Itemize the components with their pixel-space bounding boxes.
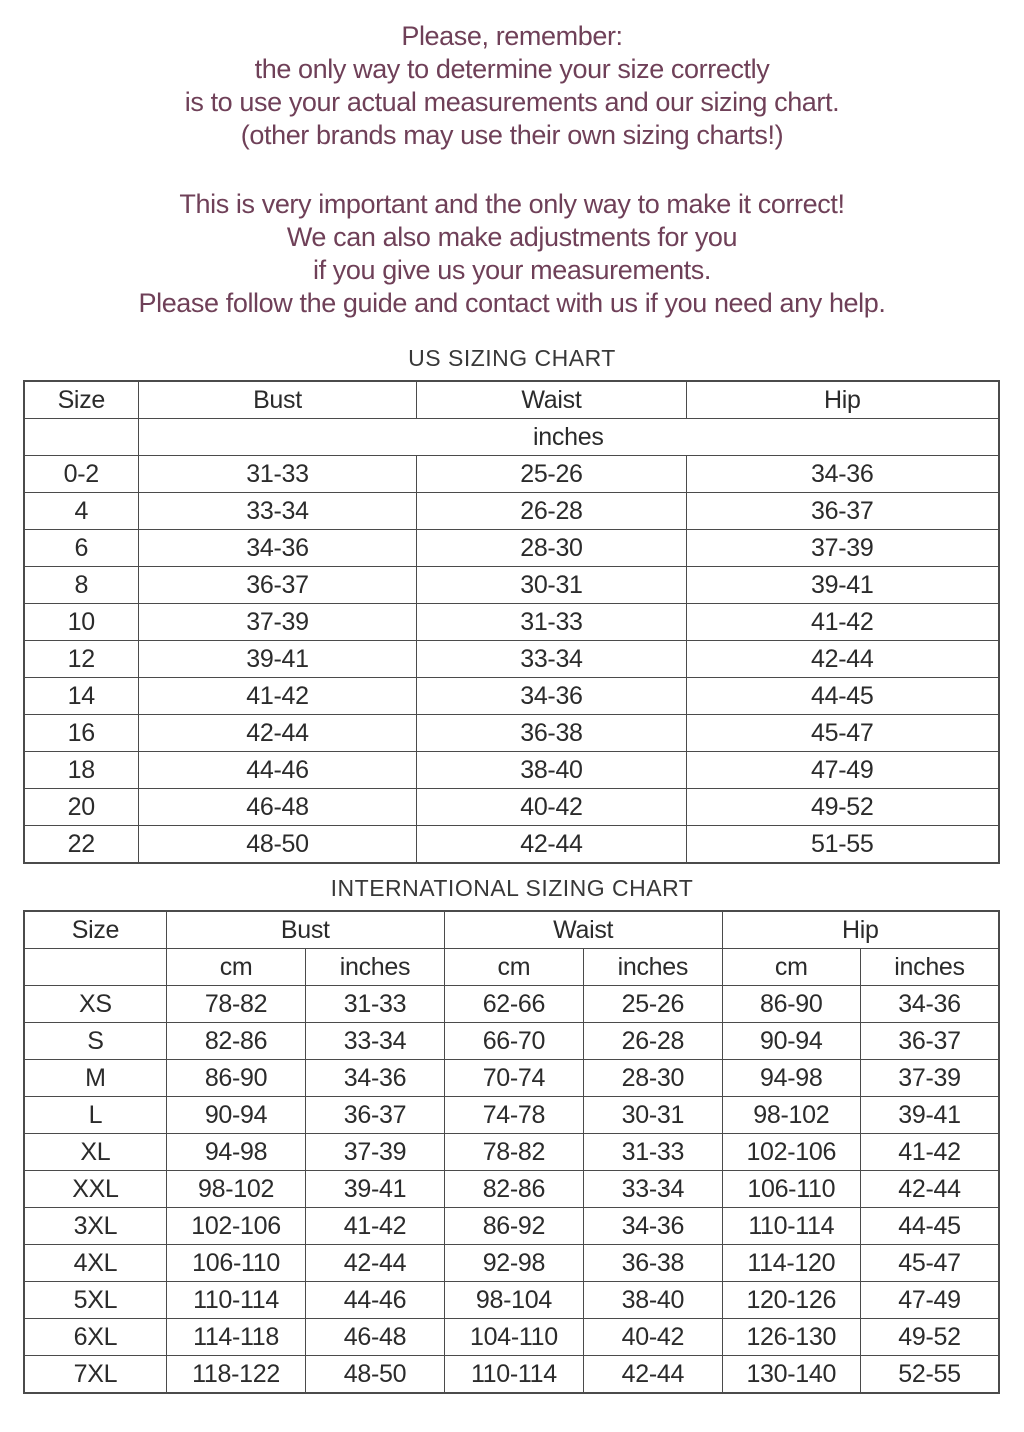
table-row [24,715,999,752]
measurement-cell: 48-50 [138,826,417,864]
measurement-cell: 106-110 [166,1245,305,1282]
intro-text [0,0,1024,320]
measurement-cell: 31-33 [584,1134,722,1171]
unit-label: cm [166,949,305,986]
size-cell: 3XL [24,1208,166,1245]
measurement-cell: 102-106 [166,1208,305,1245]
measurement-cell: 110-114 [722,1208,860,1245]
size-cell: 16 [24,715,138,752]
table-row [24,1245,999,1282]
measurement-cell: 114-120 [722,1245,860,1282]
column-header-size: Size [24,381,138,419]
intro-line: (other brands may use their own sizing charts!) [240,120,784,150]
column-header-waist: Waist [444,911,722,949]
table-row [24,1319,999,1356]
table-row [24,493,999,530]
measurement-cell: 48-50 [306,1356,444,1394]
measurement-cell: 78-82 [166,986,305,1023]
measurement-cell: 36-37 [138,567,417,604]
measurement-cell: 25-26 [584,986,722,1023]
measurement-cell: 49-52 [861,1319,1000,1356]
measurement-cell: 86-92 [444,1208,583,1245]
size-cell: XXL [24,1171,166,1208]
measurement-cell: 30-31 [584,1097,722,1134]
measurement-cell: 34-36 [138,530,417,567]
measurement-cell: 26-28 [584,1023,722,1060]
measurement-cell: 98-102 [166,1171,305,1208]
measurement-cell: 39-41 [686,567,999,604]
intro-line: is to use your actual measurements and our sizing chart. [184,87,840,117]
size-cell: 8 [24,567,138,604]
measurement-cell: 110-114 [166,1282,305,1319]
measurement-cell: 94-98 [166,1134,305,1171]
international-chart-title: INTERNATIONAL SIZING CHART [330,875,694,901]
table-row [24,789,999,826]
measurement-cell: 82-86 [166,1023,305,1060]
size-cell: 4 [24,493,138,530]
measurement-cell: 104-110 [444,1319,583,1356]
measurement-cell: 36-37 [686,493,999,530]
size-cell: 12 [24,641,138,678]
size-cell: 5XL [24,1282,166,1319]
table-row [24,1208,999,1245]
measurement-cell: 26-28 [417,493,686,530]
column-header-hip: Hip [686,381,999,419]
international-table-body [24,986,999,1394]
size-cell: 0-2 [24,456,138,493]
size-cell: 4XL [24,1245,166,1282]
size-cell: 14 [24,678,138,715]
header-row [24,381,999,419]
measurement-cell: 110-114 [444,1356,583,1394]
measurement-cell: 34-36 [306,1060,444,1097]
intro-line: if you give us your measurements. [313,255,711,285]
measurement-cell: 39-41 [306,1171,444,1208]
measurement-cell: 38-40 [417,752,686,789]
column-header-waist: Waist [417,381,686,419]
measurement-cell: 70-74 [444,1060,583,1097]
size-cell: 10 [24,604,138,641]
table-row [24,604,999,641]
table-row [24,1282,999,1319]
column-header-size: Size [24,911,166,949]
column-header-hip: Hip [722,911,999,949]
measurement-cell: 51-55 [686,826,999,864]
measurement-cell: 98-104 [444,1282,583,1319]
intro-line: Please, remember: [401,21,623,51]
measurement-cell: 33-34 [306,1023,444,1060]
table-row [24,1023,999,1060]
measurement-cell: 33-34 [417,641,686,678]
measurement-cell: 31-33 [138,456,417,493]
intro-line: We can also make adjustments for you [286,222,738,252]
measurement-cell: 37-39 [686,530,999,567]
measurement-cell: 42-44 [138,715,417,752]
table-row [24,456,999,493]
measurement-cell: 41-42 [861,1134,1000,1171]
measurement-cell: 40-42 [417,789,686,826]
measurement-cell: 114-118 [166,1319,305,1356]
intro-paragraph-1 [0,20,1024,152]
measurement-cell: 42-44 [306,1245,444,1282]
unit-label: inches [584,949,722,986]
measurement-cell: 28-30 [417,530,686,567]
measurement-cell: 66-70 [444,1023,583,1060]
empty-cell [24,419,138,456]
table-row [24,530,999,567]
measurement-cell: 45-47 [861,1245,1000,1282]
unit-label: cm [722,949,860,986]
measurement-cell: 126-130 [722,1319,860,1356]
measurement-cell: 62-66 [444,986,583,1023]
table-row [24,1134,999,1171]
measurement-cell: 39-41 [861,1097,1000,1134]
measurement-cell: 44-45 [861,1208,1000,1245]
size-cell: 6XL [24,1319,166,1356]
table-row [24,1356,999,1394]
measurement-cell: 90-94 [722,1023,860,1060]
size-cell: L [24,1097,166,1134]
measurement-cell: 102-106 [722,1134,860,1171]
measurement-cell: 33-34 [138,493,417,530]
size-cell: 20 [24,789,138,826]
measurement-cell: 49-52 [686,789,999,826]
table-row [24,1171,999,1208]
intro-line: Please follow the guide and contact with us if you need any help. [138,288,886,318]
measurement-cell: 106-110 [722,1171,860,1208]
size-cell: M [24,1060,166,1097]
measurement-cell: 42-44 [861,1171,1000,1208]
table-row [24,1097,999,1134]
table-row [24,1060,999,1097]
size-cell: S [24,1023,166,1060]
measurement-cell: 25-26 [417,456,686,493]
measurement-cell: 44-46 [306,1282,444,1319]
empty-cell [24,949,166,986]
measurement-cell: 31-33 [306,986,444,1023]
measurement-cell: 41-42 [138,678,417,715]
measurement-cell: 82-86 [444,1171,583,1208]
measurement-cell: 37-39 [306,1134,444,1171]
measurement-cell: 42-44 [417,826,686,864]
unit-label: inches [861,949,1000,986]
measurement-cell: 46-48 [138,789,417,826]
measurement-cell: 36-38 [417,715,686,752]
unit-row [24,949,999,986]
measurement-cell: 33-34 [584,1171,722,1208]
measurement-cell: 41-42 [686,604,999,641]
table-row [24,826,999,864]
international-sizing-table [23,910,1000,1394]
measurement-cell: 94-98 [722,1060,860,1097]
size-cell: 6 [24,530,138,567]
measurement-cell: 37-39 [861,1060,1000,1097]
measurement-cell: 118-122 [166,1356,305,1394]
measurement-cell: 45-47 [686,715,999,752]
measurement-cell: 38-40 [584,1282,722,1319]
measurement-cell: 46-48 [306,1319,444,1356]
table-row [24,567,999,604]
us-sizing-table [23,380,1000,864]
column-header-bust: Bust [138,381,417,419]
measurement-cell: 120-126 [722,1282,860,1319]
table-row [24,752,999,789]
size-cell: XL [24,1134,166,1171]
measurement-cell: 47-49 [686,752,999,789]
measurement-cell: 78-82 [444,1134,583,1171]
header-row [24,911,999,949]
size-cell: XS [24,986,166,1023]
measurement-cell: 37-39 [138,604,417,641]
size-cell: 18 [24,752,138,789]
measurement-cell: 34-36 [584,1208,722,1245]
measurement-cell: 92-98 [444,1245,583,1282]
measurement-cell: 86-90 [166,1060,305,1097]
measurement-cell: 36-37 [861,1023,1000,1060]
measurement-cell: 42-44 [584,1356,722,1394]
measurement-cell: 44-45 [686,678,999,715]
measurement-cell: 44-46 [138,752,417,789]
unit-label: inches [138,419,999,456]
measurement-cell: 42-44 [686,641,999,678]
size-cell: 22 [24,826,138,864]
intro-line: the only way to determine your size correctly [254,54,770,84]
size-cell: 7XL [24,1356,166,1394]
measurement-cell: 47-49 [861,1282,1000,1319]
measurement-cell: 74-78 [444,1097,583,1134]
measurement-cell: 34-36 [417,678,686,715]
measurement-cell: 36-37 [306,1097,444,1134]
table-row [24,641,999,678]
measurement-cell: 34-36 [686,456,999,493]
unit-row [24,419,999,456]
us-table-body [24,456,999,864]
measurement-cell: 39-41 [138,641,417,678]
measurement-cell: 36-38 [584,1245,722,1282]
table-row [24,678,999,715]
table-row [24,986,999,1023]
intro-paragraph-2 [0,188,1024,320]
measurement-cell: 90-94 [166,1097,305,1134]
intro-line: This is very important and the only way to make it correct! [179,189,845,219]
measurement-cell: 28-30 [584,1060,722,1097]
measurement-cell: 31-33 [417,604,686,641]
measurement-cell: 41-42 [306,1208,444,1245]
measurement-cell: 130-140 [722,1356,860,1394]
measurement-cell: 34-36 [861,986,1000,1023]
measurement-cell: 52-55 [861,1356,1000,1394]
us-chart-title: US SIZING CHART [408,345,616,371]
unit-label: cm [444,949,583,986]
measurement-cell: 40-42 [584,1319,722,1356]
measurement-cell: 98-102 [722,1097,860,1134]
unit-label: inches [306,949,444,986]
column-header-bust: Bust [166,911,444,949]
measurement-cell: 30-31 [417,567,686,604]
measurement-cell: 86-90 [722,986,860,1023]
